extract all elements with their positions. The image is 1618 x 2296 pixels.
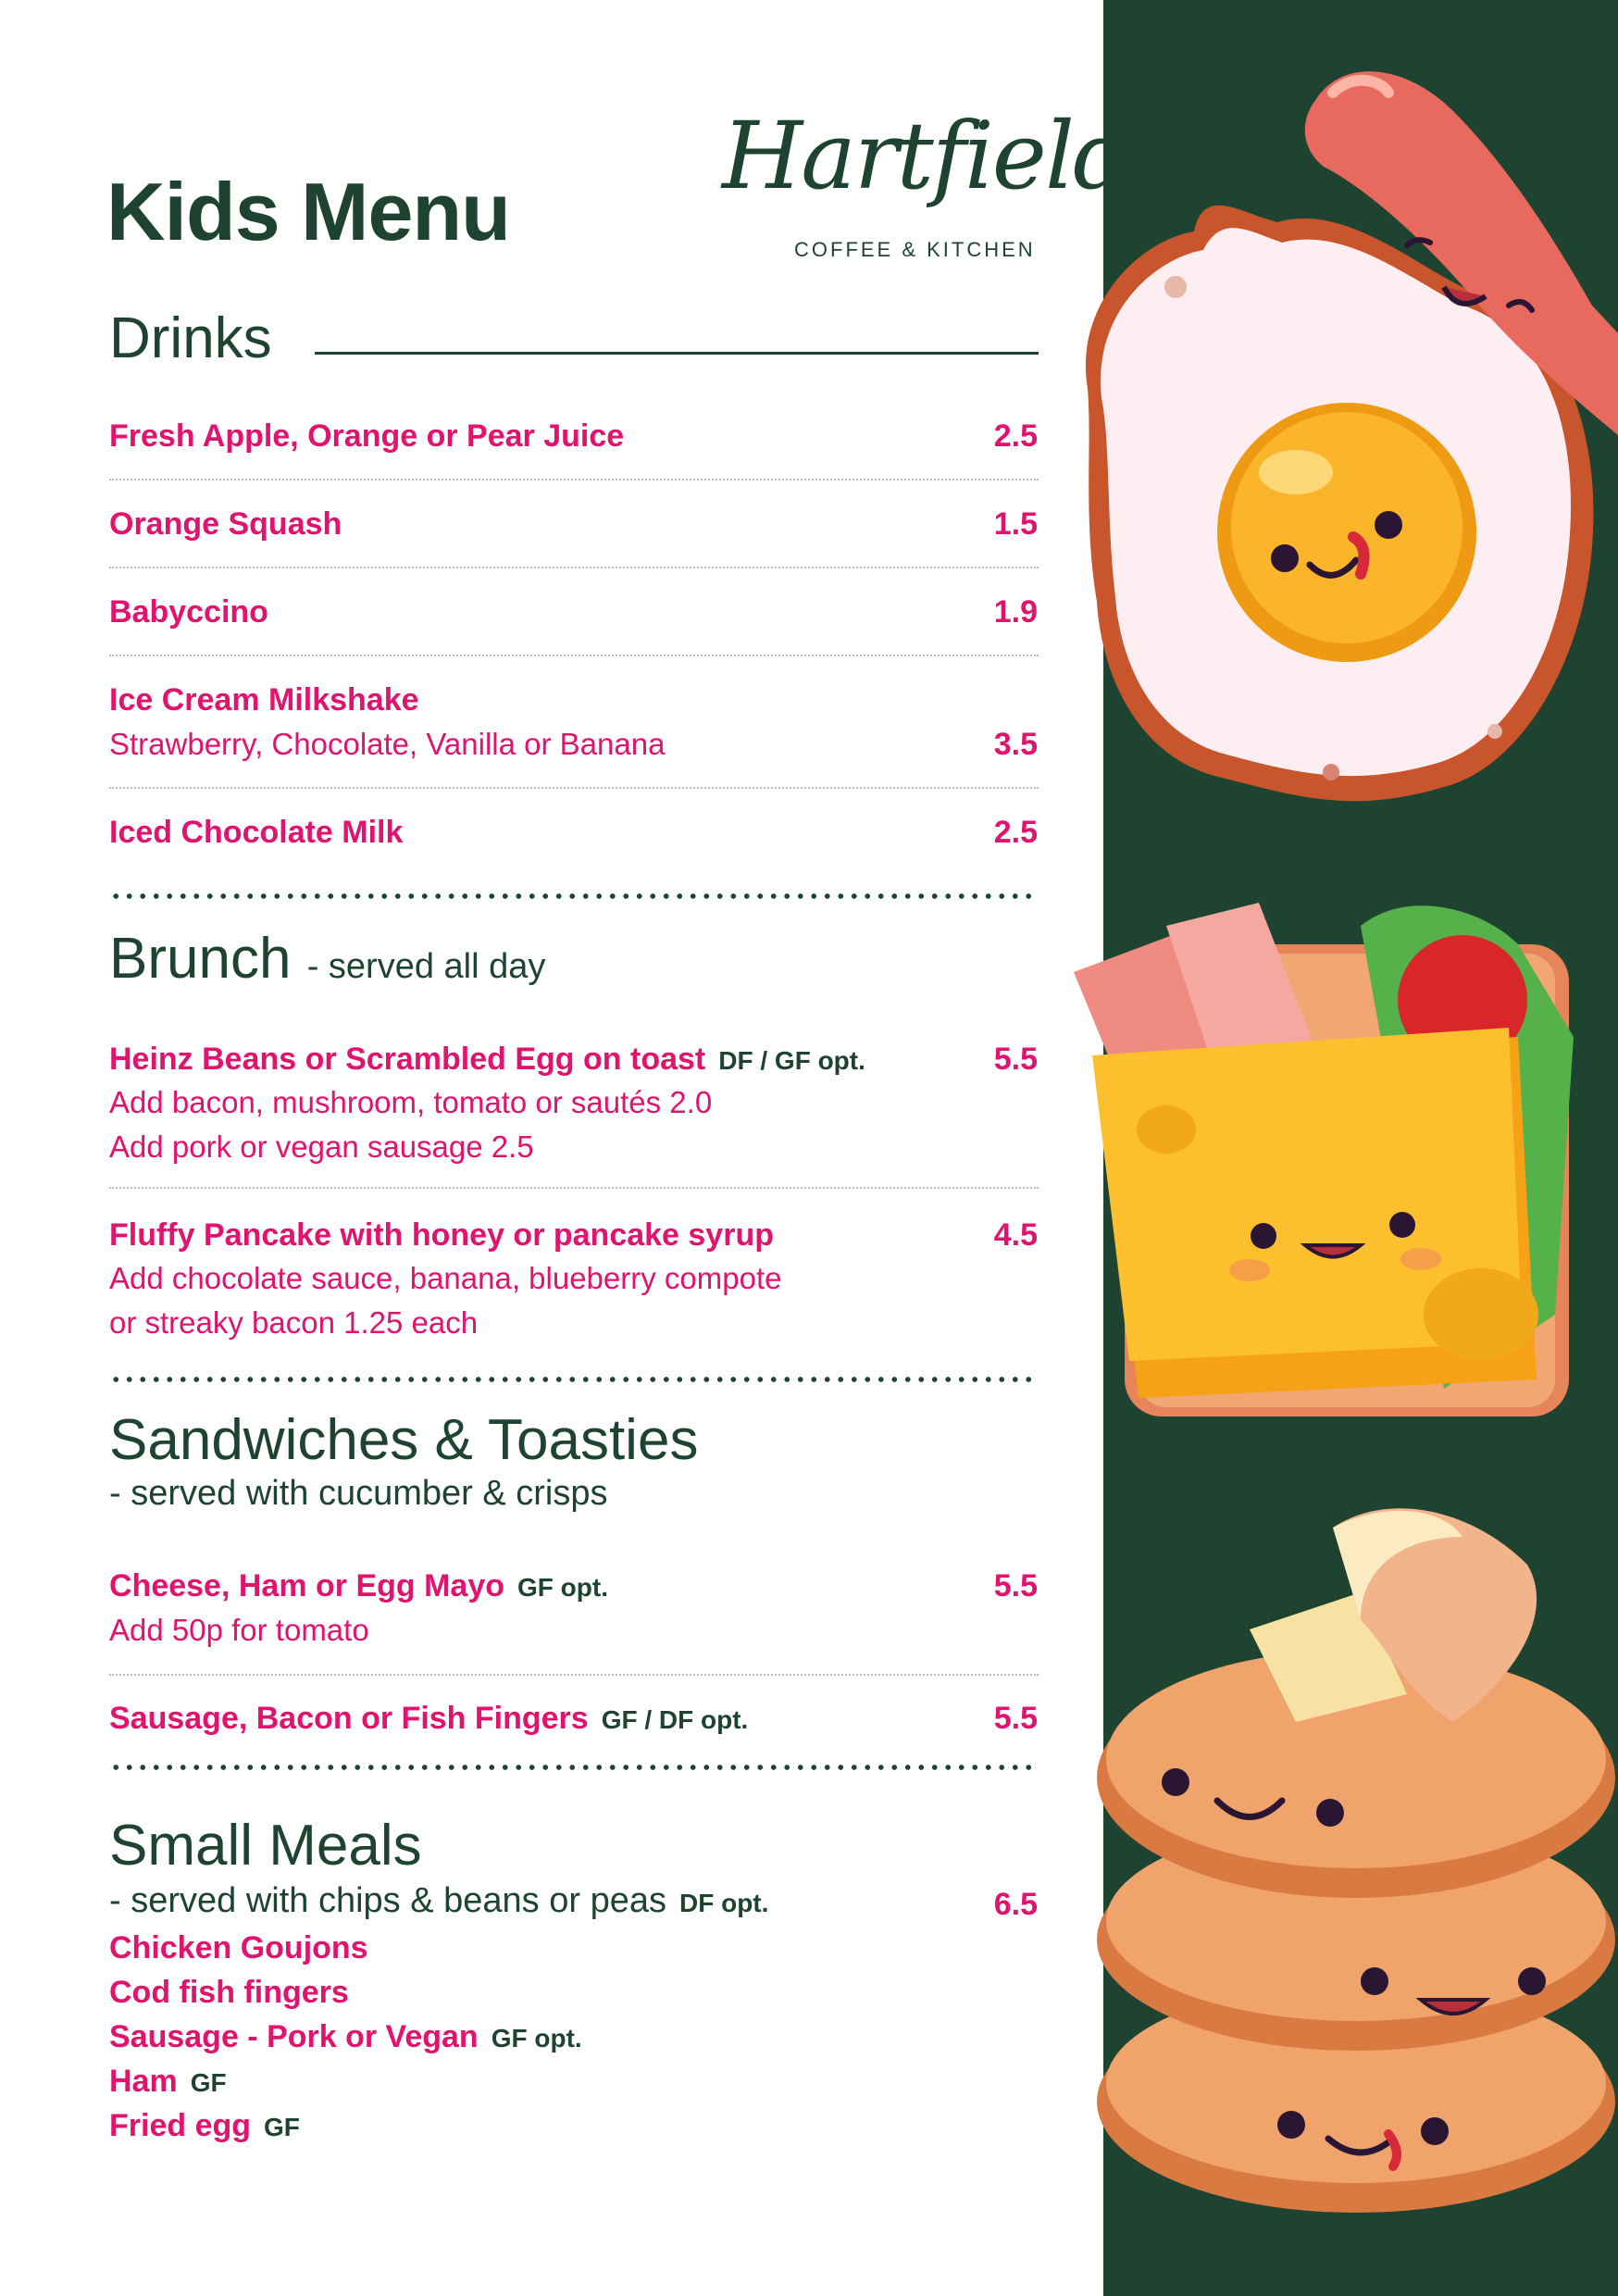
item-divider <box>109 655 1039 656</box>
menu-item-price: 5.5 <box>993 1568 1038 1603</box>
menu-item-name: Babyccino <box>109 594 268 630</box>
section-title-text: Brunch <box>109 927 292 991</box>
dietary-tag: GF <box>264 2113 300 2141</box>
menu-item-description: Add chocolate sauce, banana, blueberry compote <box>109 1261 782 1295</box>
menu-item-price: 2.5 <box>993 815 1038 850</box>
menu-item-description: Add pork or vegan sausage 2.5 <box>109 1129 534 1164</box>
menu-item-price: 4.5 <box>993 1217 1038 1253</box>
menu-item-name <box>109 1701 748 1737</box>
section-subtitle: - served with cucumber & crisps <box>109 1474 608 1513</box>
item-name-text: Sausage - Pork or Vegan <box>109 2019 479 2054</box>
dietary-tag: GF <box>190 2068 227 2097</box>
item-name-text: Sausage, Bacon or Fish Fingers <box>109 1701 589 1736</box>
menu-item-description: Strawberry, Chocolate, Vanilla or Banana <box>109 727 666 761</box>
menu-item-name <box>109 1042 865 1078</box>
menu-item-name <box>109 1568 608 1604</box>
dietary-tag: DF opt. <box>678 1889 769 1917</box>
small-meals-section-title: Small Meals <box>109 1814 422 1878</box>
page-title: Kids Menu <box>106 166 510 257</box>
menu-item-name: Iced Chocolate Milk <box>109 815 404 850</box>
dietary-tag: DF / GF opt. <box>718 1046 865 1075</box>
menu-item-name <box>109 2108 300 2144</box>
menu-item-price: 1.9 <box>993 594 1038 630</box>
drinks-section-title: Drinks <box>109 306 272 370</box>
menu-item-description: Add 50p for tomato <box>109 1613 369 1647</box>
cheese-toast-illustration <box>1074 903 1574 1416</box>
item-divider <box>109 479 1039 480</box>
section-divider <box>109 1377 1039 1382</box>
item-divider <box>109 567 1039 568</box>
section-divider <box>109 1765 1039 1770</box>
dietary-tag: GF opt. <box>491 2024 582 2053</box>
dietary-tag: GF / DF opt. <box>601 1705 749 1734</box>
menu-item-name: Fresh Apple, Orange or Pear Juice <box>109 418 625 454</box>
menu-item-name <box>109 2064 227 2100</box>
menu-item-price: 1.5 <box>993 506 1038 542</box>
dietary-tag: GF opt. <box>517 1573 608 1602</box>
menu-item-name: Chicken Goujons <box>109 1930 368 1965</box>
menu-item-description: or streaky bacon 1.25 each <box>109 1305 479 1340</box>
menu-item-name: Fluffy Pancake with honey or pancake syrup <box>109 1217 774 1253</box>
item-name-text: Fried egg <box>109 2108 252 2143</box>
section-subtitle <box>109 1881 768 1921</box>
section-divider <box>109 893 1039 899</box>
item-name-text: Ham <box>109 2064 178 2099</box>
food-illustrations <box>1055 0 1618 2296</box>
item-name-text: Heinz Beans or Scrambled Egg on toast <box>109 1042 706 1077</box>
menu-item-name: Cod fish fingers <box>109 1975 349 2010</box>
menu-item-description: Add bacon, mushroom, tomato or sautés 2.0 <box>109 1085 713 1119</box>
item-divider <box>109 787 1039 789</box>
hartfields-logo <box>722 102 1176 273</box>
item-divider <box>109 1187 1039 1189</box>
menu-item-name: Orange Squash <box>109 506 342 542</box>
item-name-text: Cheese, Ham or Egg Mayo <box>109 1568 505 1603</box>
brunch-section-title <box>109 926 545 992</box>
sandwiches-section-title: Sandwiches & Toasties <box>109 1408 699 1472</box>
item-divider <box>109 1674 1039 1676</box>
section-subtitle-text: - served with chips & beans or peas <box>109 1881 666 1920</box>
menu-item-price: 5.5 <box>993 1701 1038 1736</box>
menu-item-price: 5.5 <box>993 1042 1038 1077</box>
menu-item-name <box>109 2019 582 2055</box>
pancake-stack-illustration <box>1097 1508 1615 2213</box>
menu-item-price: 6.5 <box>993 1887 1038 1922</box>
drinks-title-rule <box>315 352 1039 355</box>
menu-item-name: Ice Cream Milkshake <box>109 682 419 718</box>
logo-tagline: COFFEE & KITCHEN <box>794 238 1036 261</box>
section-subtitle: - served all day <box>306 947 546 986</box>
logo-wordmark: Hartfields <box>722 102 1176 210</box>
menu-item-price: 3.5 <box>993 727 1038 762</box>
menu-item-price: 2.5 <box>993 418 1038 454</box>
